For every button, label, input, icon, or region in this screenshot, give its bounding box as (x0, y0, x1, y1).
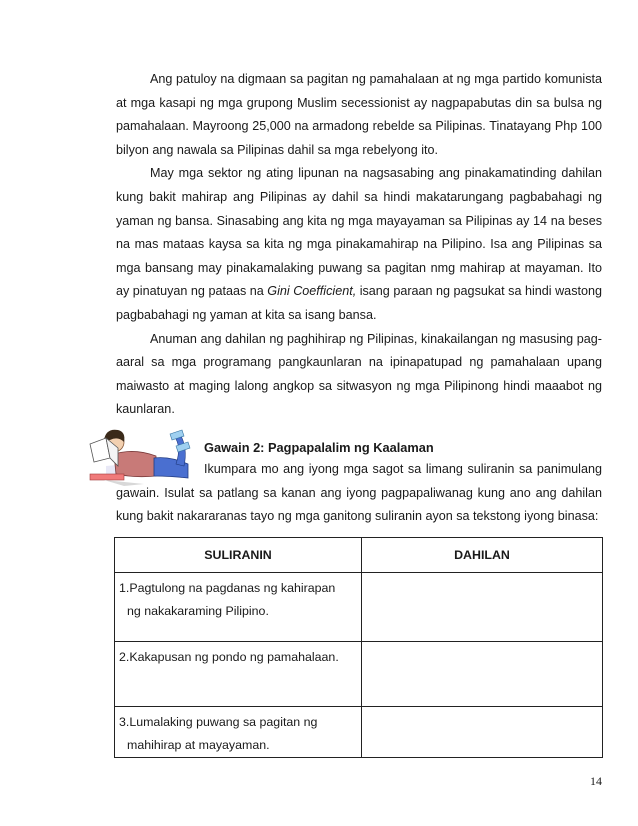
header-suliranin: SULIRANIN (115, 538, 362, 573)
problem-cell (115, 573, 362, 642)
answer-table (114, 537, 603, 758)
activity-instructions: Ikumpara mo ang iyong mga sagot sa limang suliranin sa panimulang gawain. Isulat sa patlang sa kanan ang iyong pagpapaliwanag kung ano ang dahilan kung bakit nakararanas tayo ng mga ganitong suliranin ayon sa tekstong iyong binasa: (116, 462, 602, 524)
header-dahilan: DAHILAN (362, 538, 603, 573)
problem-text-continued: mahihirap at mayayaman. (127, 738, 270, 752)
problem-text-continued: ng nakakaraming Pilipino. (127, 604, 269, 618)
activity-title: Gawain 2: Pagpapalalim ng Kaalaman (204, 440, 434, 455)
answer-cell[interactable] (362, 573, 603, 642)
paragraph-inequality-text: May mga sektor ng ating lipunan na nagsasabing ang pinakamatinding dahilan kung bakit mahirap ang Pilipinas ay dahil sa hindi makatarungang pagbabahagi ng yaman ng bansa. Sinasabing ang kita ng mga mayayaman sa Pilipinas ay 14 na beses na mas mataas kaysa sa kita ng mga pinakamahirap na Pilipino. Isa ang Pilipinas sa mga bansang may pinakamalaking puwang sa pagitan nmg mahirap at mayaman. Ito ay pinatuyan ng pataas na (116, 166, 602, 299)
gini-term: Gini Coefficient, (267, 284, 357, 299)
table-row (115, 642, 603, 707)
paragraph-rebellion: Ang patuloy na digmaan sa pagitan ng pamahalaan at ng mga partido komunista at mga kasapi ng mga grupong Muslim secessionist ay nagpapabutas din sa bulsa ng pamahalaan. Mayroong 25,000 na armadong rebelde sa Pilipinas. Tinatayang Php 100 bilyon ang nawala sa Pilipinas dahil sa mga rebelyong ito. (116, 72, 602, 157)
problem-text: 2.Kakapusan ng pondo ng pamahalaan. (119, 650, 339, 664)
answer-cell[interactable] (362, 707, 603, 758)
answer-cell[interactable] (362, 642, 603, 707)
paragraph-conclusion: Anuman ang dahilan ng paghihirap ng Pilipinas, kinakailangan ng masusing pag-aaral sa mga programang pangkaunlaran na ipinapatupad ng pamahalaan upang maiwasto at maging lalong angkop sa sitwasyon ng mga Pilipinong hindi maaabot ng kaunlaran. (116, 331, 602, 417)
problem-cell (115, 707, 362, 758)
problem-text: 1.Pagtulong na pagdanas ng kahirapan (119, 581, 336, 595)
problem-text: 3.Lumalaking puwang sa pagitan ng (119, 715, 318, 729)
table-header-row (115, 538, 603, 573)
table-row (115, 707, 603, 758)
page-number: 14 (590, 774, 602, 788)
table-row (115, 573, 603, 642)
activity-instructions-block (116, 458, 602, 529)
paragraph-inequality-tail: isang paraan ng pagsukat sa hindi wastong pagbabahagi ng yaman at kita sa isang bansa. (116, 284, 602, 322)
problem-cell (115, 642, 362, 707)
paragraph-inequality (116, 162, 602, 327)
body-text (116, 68, 602, 422)
